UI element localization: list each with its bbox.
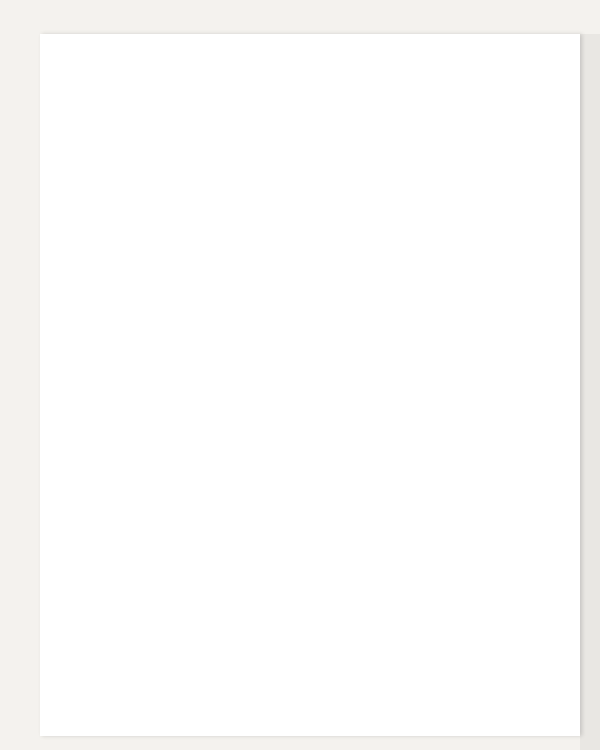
left-color-frame [0,34,40,750]
top-color-frame [0,0,600,34]
page-edge [580,34,600,750]
contents-page [40,34,580,736]
bottom-color-frame [0,736,600,750]
